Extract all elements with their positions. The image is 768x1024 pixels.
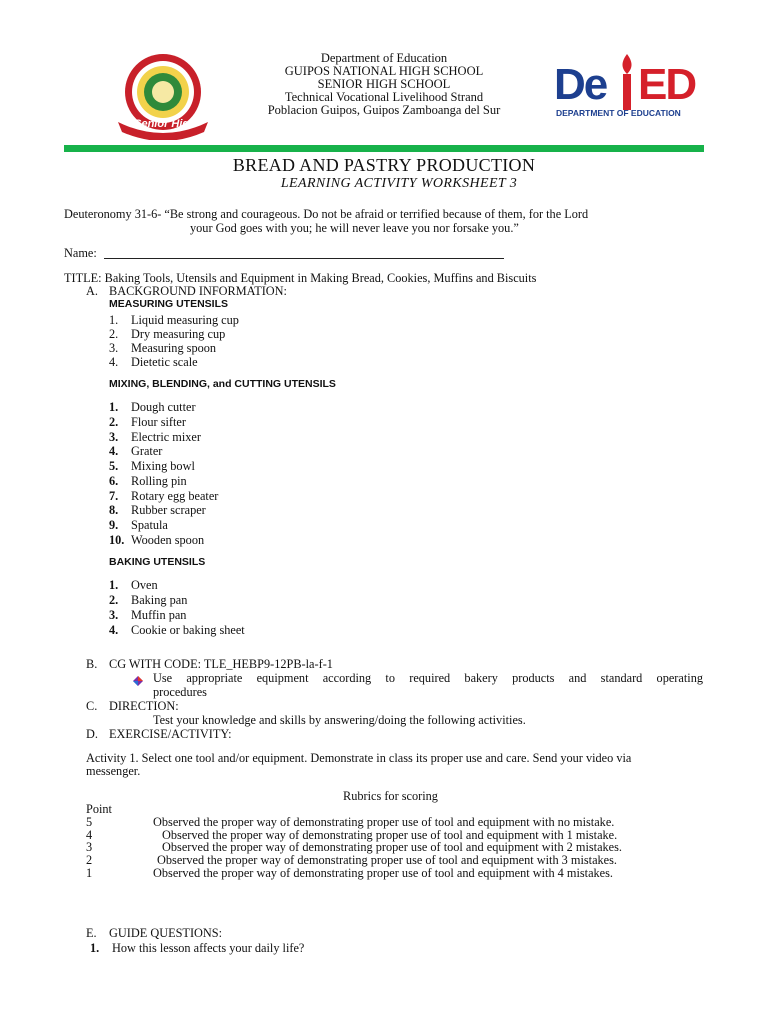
name-label: Name: [64, 246, 97, 260]
bullet-arrow-icon [133, 673, 143, 683]
header-divider [64, 145, 704, 152]
rubric-point: 5 [86, 815, 93, 829]
list-item: 2. Flour sifter [109, 415, 186, 429]
rubric-point: 4 [86, 828, 93, 842]
list-item: 4. Cookie or baking sheet [109, 623, 245, 637]
question-1: How this lesson affects your daily life? [112, 941, 305, 955]
cg-bullet-line-2: procedures [153, 685, 207, 699]
page-subtitle: LEARNING ACTIVITY WORKSHEET 3 [280, 176, 518, 191]
rubric-point: 3 [86, 840, 93, 854]
list-item: 3. Electric mixer [109, 430, 201, 444]
topic-title: TITLE: Baking Tools, Utensils and Equipment in Making Bread, Cookies, Muffins and Biscuits [64, 271, 537, 285]
header-line-1: Department of Education [320, 51, 448, 65]
deped-logo-subtitle: DEPARTMENT OF EDUCATION [556, 108, 681, 118]
list-item: 1. Liquid measuring cup [109, 313, 239, 327]
list-item: 4. Grater [109, 444, 163, 458]
section-e-heading: GUIDE QUESTIONS: [109, 926, 223, 940]
deped-logo-ed: ED [638, 60, 696, 109]
section-b-heading: CG WITH CODE: TLE_HEBP9-12PB-la-f-1 [109, 657, 333, 671]
rubric-text: Observed the proper way of demonstrating proper use of tool and equipment with 3 mistakes. [157, 853, 617, 867]
cg-bullet-line-1: Use appropriate equipment according to required bakery products and standard operating [153, 671, 703, 685]
rubric-point: 2 [86, 853, 93, 867]
header-line-4: Technical Vocational Livelihood Strand [284, 90, 484, 104]
name-blank-line[interactable] [104, 258, 504, 259]
activity-line-2: messenger. [86, 764, 141, 778]
rubric-text: Observed the proper way of demonstrating proper use of tool and equipment with no mistake. [153, 815, 615, 829]
question-number: 1. [90, 941, 100, 955]
section-e-label: E. [86, 926, 97, 940]
measuring-heading: MEASURING UTENSILS [109, 298, 229, 310]
deped-logo [552, 52, 717, 122]
section-d-heading: EXERCISE/ACTIVITY: [109, 727, 232, 741]
section-c-heading: DIRECTION: [109, 699, 179, 713]
section-c-label: C. [86, 699, 98, 713]
direction-text: Test your knowledge and skills by answering/doing the following activities. [153, 713, 526, 727]
list-item: 8. Rubber scraper [109, 503, 206, 517]
rubrics-title: Rubrics for scoring [343, 789, 438, 803]
header-line-2: GUIPOS NATIONAL HIGH SCHOOL [284, 64, 484, 78]
baking-heading: BAKING UTENSILS [109, 556, 206, 568]
section-d-label: D. [86, 727, 98, 741]
verse-line-2: your God goes with you; he will never leave you nor forsake you.” [190, 221, 519, 235]
mixing-heading: MIXING, BLENDING, and CUTTING UTENSILS [109, 378, 336, 390]
section-a-label: A. [86, 284, 98, 298]
list-item: 1. Dough cutter [109, 400, 196, 414]
section-a-heading: BACKGROUND INFORMATION: [109, 284, 287, 298]
list-item: 7. Rotary egg beater [109, 489, 219, 503]
list-item: 1. Oven [109, 578, 158, 592]
deped-logo-de: De [554, 60, 607, 109]
verse-line-1: Deuteronomy 31-6- “Be strong and courageous. Do not be afraid or terrified because of them, for the Lord [64, 207, 589, 221]
list-item: 5. Mixing bowl [109, 459, 195, 473]
list-item: 4. Dietetic scale [109, 355, 198, 369]
list-item: 2. Baking pan [109, 593, 188, 607]
list-item: 6. Rolling pin [109, 474, 187, 488]
rubric-text: Observed the proper way of demonstrating proper use of tool and equipment with 2 mistakes. [162, 840, 622, 854]
torch-icon [616, 52, 638, 112]
school-logo-banner: Senior High [134, 118, 196, 130]
list-item: 2. Dry measuring cup [109, 327, 226, 341]
activity-line-1: Activity 1. Select one tool and/or equipment. Demonstrate in class its proper use and care. Send your video via [86, 751, 632, 765]
list-item: 9. Spatula [109, 518, 168, 532]
section-b-label: B. [86, 657, 98, 671]
header-line-5: Poblacion Guipos, Guipos Zamboanga del Sur [267, 103, 501, 117]
list-item: 3. Muffin pan [109, 608, 187, 622]
list-item: 10. Wooden spoon [109, 533, 205, 547]
list-item: 3. Measuring spoon [109, 341, 217, 355]
rubric-text: Observed the proper way of demonstrating proper use of tool and equipment with 4 mistakes. [153, 866, 613, 880]
rubric-text: Observed the proper way of demonstrating proper use of tool and equipment with 1 mistake. [162, 828, 618, 842]
rubric-point: 1 [86, 866, 93, 880]
page-title: BREAD AND PASTRY PRODUCTION [232, 155, 536, 175]
header-line-3: SENIOR HIGH SCHOOL [317, 77, 451, 91]
rubrics-point-header: Point [86, 802, 112, 816]
